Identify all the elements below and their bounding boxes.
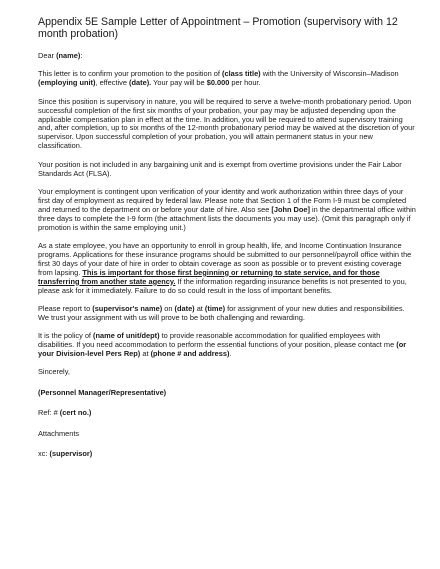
phone-address-placeholder: (phone # and address) (150, 349, 230, 359)
important-notice: This is important for those first beginning or returning to state service, and for those transferring from another state agency. (38, 267, 380, 286)
text-run: If the information regarding insurance benefits is not presented to you, please ask for it immediately. Failure to do so could result in the loss of important benefits. (38, 276, 407, 295)
paragraph-probation: Since this position is supervisory in nature, you will be required to serve a twelve-month probationary period. Upon successful completion of the first six months of your probation, your pay may be adjusted depending upon the applicable compensation plan in effect at the time. In addition, you will be required to attend supervisory training and, after completion, up to six months of the 12-month probationary period may be waived at the discretion of your supervisor. Upon successful completion of your probation, you will attain permanent status in your new classification. (38, 96, 415, 151)
text-run: As a state employee, you have an opportunity to enroll in group health, life, and Income Continuation Insurance programs. Applications for these insurance programs should be submitted to our personnel/payroll office within the first 30 days of your date of hire in order to obtain coverage as soon as possible or to prevent existing coverage from lapsing. (38, 241, 412, 277)
text-run: Your pay will be (151, 78, 207, 88)
text-run: to provide reasonable accommodation for qualified employees with disabilities. If you need accommodation to perform the essential functions of your position, please contact me (38, 331, 397, 350)
text-run: for assignment of your new duties and responsibilities. We trust your assignment with us will prove to be both challenging and rewarding. (38, 303, 405, 322)
copy-to-label: xc: (38, 449, 50, 459)
closing: Sincerely, (38, 367, 70, 377)
salutation (38, 52, 417, 61)
text-run: This letter is to confirm your promotion to the position of (38, 69, 223, 79)
effective-date-placeholder: (date). (129, 78, 152, 88)
report-time-placeholder: (time) (204, 303, 226, 313)
reference-line (38, 409, 417, 418)
paragraph-promotion (38, 70, 417, 88)
unit-dept-placeholder: (name of unit/dept) (93, 331, 160, 341)
class-title-placeholder: (class title) (222, 69, 261, 79)
recipient-name-placeholder: (name) (56, 51, 81, 60)
signature-block (38, 389, 417, 398)
text-run: Please report to (38, 303, 93, 313)
text-run: per hour. (229, 78, 261, 88)
paragraph-flsa: Your position is not included in any bargaining unit and is exempt from overtime provisions under the Fair Labor Standards Act (FLSA). (38, 159, 402, 178)
copy-to-line (38, 450, 417, 459)
text-run: at (140, 349, 151, 359)
text-run: in the departmental office within three days to complete the I-9 form (the attachment lists the documents you may use). (Omit this paragraph only if promotion is within the same employing unit.) (38, 204, 416, 232)
cert-number-placeholder: (cert no.) (59, 408, 92, 418)
salutation-colon: : (80, 51, 83, 60)
paragraph-insurance (38, 242, 417, 295)
text-run: on (162, 303, 175, 313)
text-run: Your employment is contingent upon verification of your identity and work authorization within three days of your first day of employment as required by federal law. Please note that Section 1 of the Form I-9 must be completed and returned to the department on or before your date of hire. Also see (38, 186, 407, 214)
text-run: . (229, 349, 232, 359)
paragraph-employment-verification (38, 188, 417, 233)
text-run: with the University of Wisconsin–Madison (260, 69, 399, 79)
attachments-line: Attachments (38, 429, 80, 439)
paragraph-accommodation (38, 332, 417, 359)
reference-label: Ref: # (38, 408, 60, 418)
employing-unit-placeholder: (employing unit) (38, 78, 96, 88)
text-run: at (194, 303, 205, 313)
pers-rep-placeholder: (or your Division-level Pers Rep) (38, 340, 407, 359)
contact-person-placeholder: [John Doe] (271, 204, 310, 214)
report-date-placeholder: (date) (174, 303, 195, 313)
salutation-dear: Dear (38, 51, 57, 60)
signature-placeholder: (Personnel Manager/Representative) (38, 388, 167, 398)
supervisor-name-placeholder: (supervisor's name) (92, 303, 163, 313)
copy-to-placeholder: (supervisor) (49, 449, 93, 459)
pay-rate-placeholder: $0.000 (206, 78, 230, 88)
paragraph-report-to (38, 305, 417, 323)
text-run: It is the policy of (38, 331, 94, 341)
text-run: , effective (95, 78, 130, 88)
letter-title: Appendix 5E Sample Letter of Appointment – Promotion (supervisory with 12 month probation) (38, 16, 398, 40)
